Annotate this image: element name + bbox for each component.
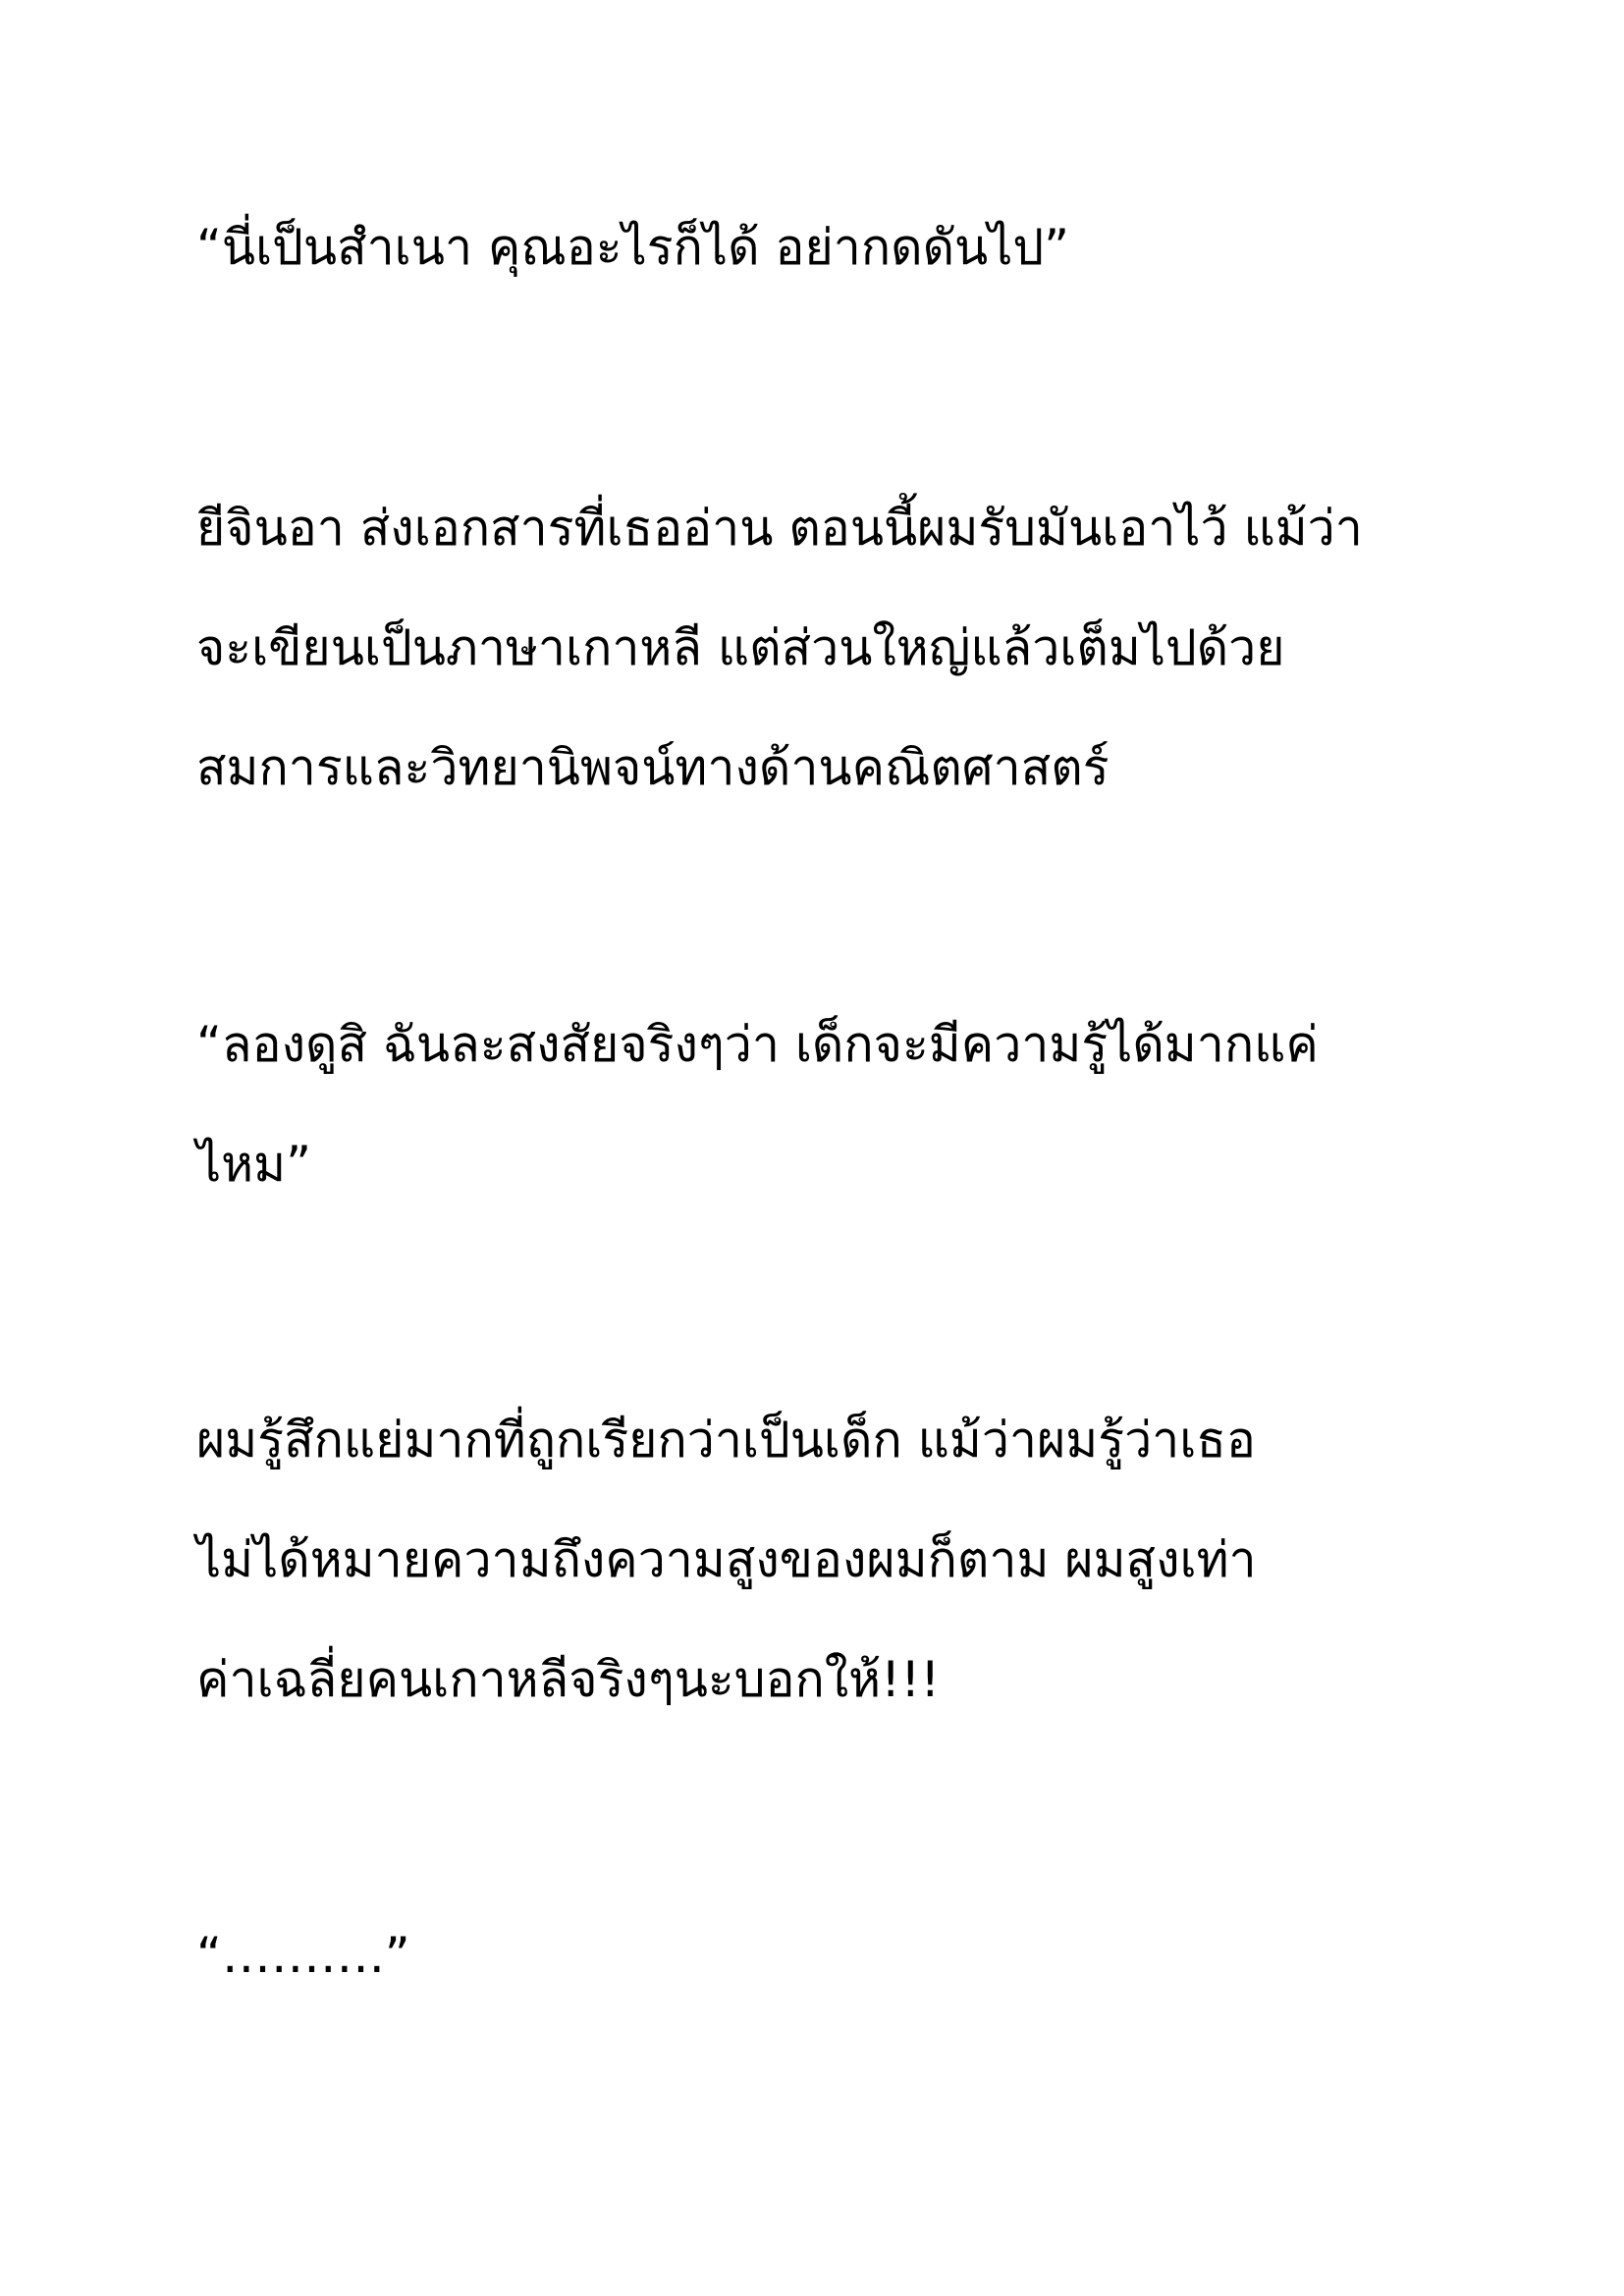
paragraph-4-line-1: ผมรู้สึกแย่มากที่ถูกเรียกว่าเป็นเด็ก แม้ว่าผมรู้ว่าเธอ: [196, 1412, 1256, 1468]
paragraph-4-line-3: ค่าเฉลี่ยคนเกาหลีจริงๆนะบอกให้!!!: [196, 1651, 941, 1708]
paragraph-1-line-1: “นี่เป็นสำเนา คุณอะไรก็ได้ อย่ากดดันไป”: [196, 219, 1070, 276]
paragraph-2-line-2: จะเขียนเป็นภาษาเกาหลี แต่ส่วนใหญ่แล้วเต็มไปด้วย: [196, 619, 1285, 676]
paragraph-2-line-3: สมการและวิทยานิพจน์ทางด้านคณิตศาสตร์: [196, 739, 1110, 796]
paragraph-5-line-1: “……….”: [196, 1927, 410, 1984]
paragraph-3-line-1: “ลองดูสิ ฉันละสงสัยจริงๆว่า เด็กจะมีความรู้ได้มากแค่: [196, 1016, 1319, 1073]
paragraph-3-line-2: ไหม”: [196, 1136, 311, 1193]
paragraph-4-line-2: ไม่ได้หมายความถึงความสูงของผมก็ตาม ผมสูงเท่า: [196, 1531, 1257, 1588]
paragraph-2-line-1: ยีจินอา ส่งเอกสารที่เธออ่าน ตอนนี้ผมรับมันเอาไว้ แม้ว่า: [196, 500, 1363, 557]
